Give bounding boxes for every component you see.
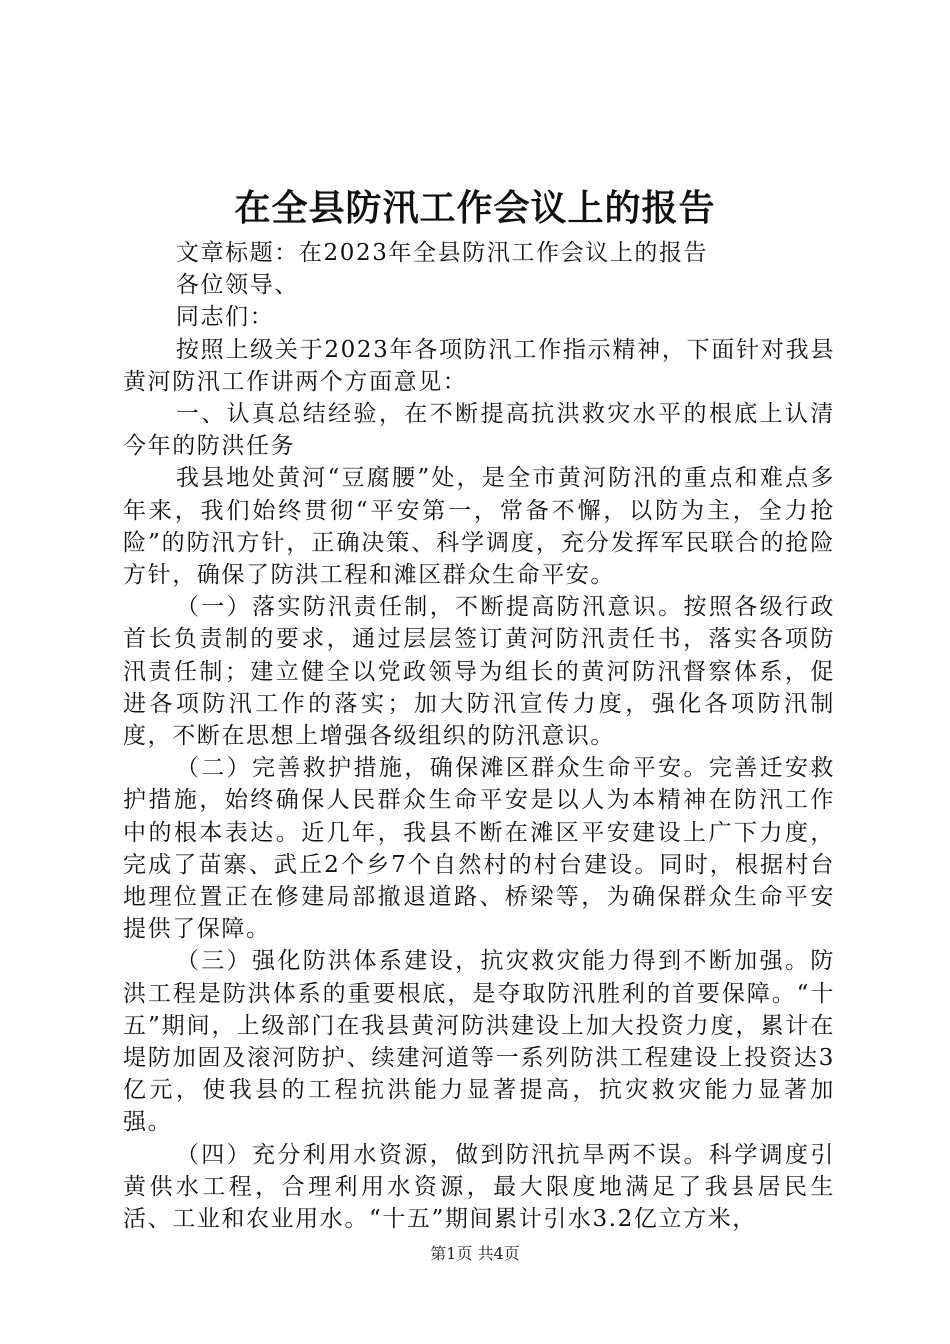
salutation-comrades: 同志们： <box>175 304 275 331</box>
document-title: 在全县防汛工作会议上的报告 <box>234 187 716 229</box>
body-paragraph: （四）充分利用水资源，做到防汛抗旱两不误。科学调度引黄供水工程，合理利用水资源，最大限度地满足了我县居民生活、工业和农业用水。“十五”期间累计引水3.2亿立方米， <box>123 1141 835 1233</box>
body-paragraph: 我县地处黄河“豆腐腰”处，是全市黄河防汛的重点和难点多年来，我们始终贯彻“平安第一，常备不懈，以防为主，全力抢险”的防汛方针，正确决策、科学调度，充分发挥军民联合的抢险方针，确保了防洪工程和滩区群众生命平安。 <box>123 465 835 589</box>
body-paragraph: （三）强化防洪体系建设，抗灾救灾能力得到不断加强。防洪工程是防洪体系的重要根底，是夺取防汛胜利的首要保障。“十五”期间，上级部门在我县黄河防洪建设上加大投资力度，累计在堤防加固及滚河防护、续建河道等一系列防洪工程建设上投资达3亿元，使我县的工程抗洪能力显著提高，抗灾救灾能力显著加强。 <box>123 948 835 1136</box>
article-title-line: 文章标题：在2023年全县防汛工作会议上的报告 <box>175 240 709 266</box>
section-heading-1: 一、认真总结经验，在不断提高抗洪救灾水平的根底上认清今年的防洪任务 <box>123 401 835 460</box>
salutation-leaders: 各位领导、 <box>175 272 299 299</box>
document-body <box>123 237 835 1235</box>
intro-paragraph: 按照上级关于2023年各项防汛工作指示精神，下面针对我县黄河防汛工作讲两个方面意见： <box>123 336 835 395</box>
body-paragraph: （二）完善救护措施，确保滩区群众生命平安。完善迁安救护措施，始终确保人民群众生命平安是以人为本精神在防汛工作中的根本表达。近几年，我县不断在滩区平安建设上广下力度，完成了苗寨、武丘2个乡7个自然村的村台建设。同时，根据村台地理位置正在修建局部撤退道路、桥梁等，为确保群众生命平安提供了保障。 <box>123 755 835 943</box>
page-number-footer: 第1页 共4页 <box>430 1244 520 1263</box>
body-paragraph: （一）落实防汛责任制，不断提高防汛意识。按照各级行政首长负责制的要求，通过层层签订黄河防汛责任书，落实各项防汛责任制；建立健全以党政领导为组长的黄河防汛督察体系，促进各项防汛工作的落实；加大防汛宣传力度，强化各项防汛制度，不断在思想上增强各级组织的防汛意识。 <box>123 594 835 750</box>
